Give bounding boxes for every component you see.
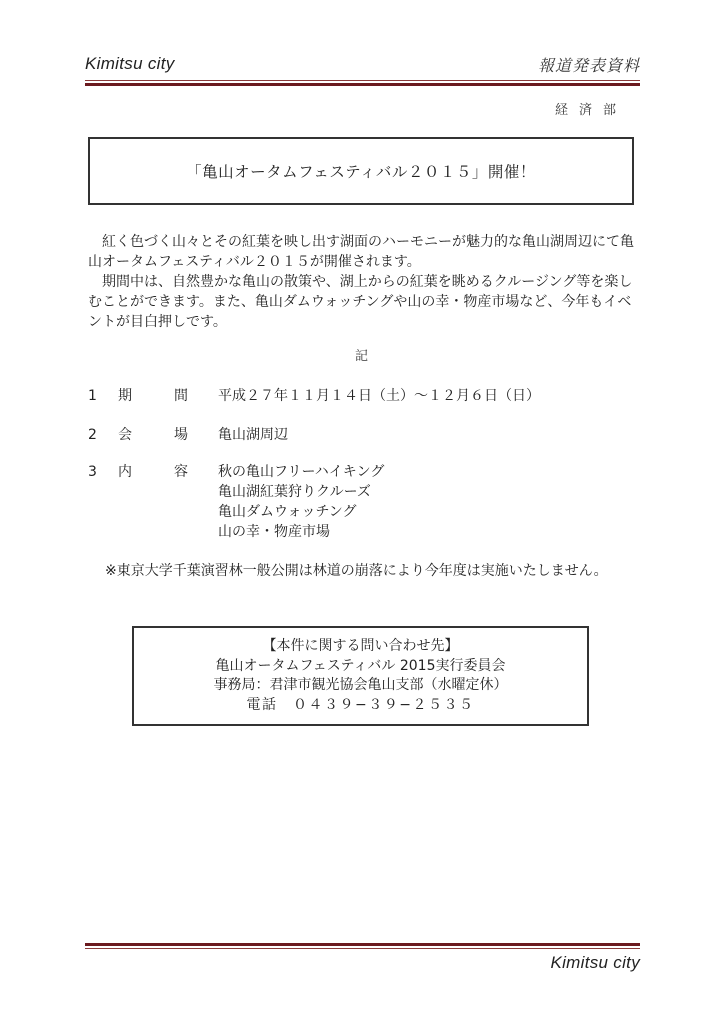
item-label-part2: 容 <box>174 464 188 480</box>
item-label-part1: 内 <box>118 464 132 480</box>
note-text: ※東京大学千葉演習林一般公開は林道の崩落により今年度は実施いたしません。 <box>105 563 608 579</box>
title-box <box>88 137 634 205</box>
contact-organizer: 亀山オータムフェスティバル 2015実行委員会 <box>215 657 506 674</box>
item-label-part2: 場 <box>174 427 188 443</box>
item-value: 秋の亀山フリーハイキング <box>218 464 385 480</box>
item-label-part2: 間 <box>174 388 188 404</box>
item-number: 1 <box>88 388 97 404</box>
item-value: 山の幸・物産市場 <box>218 524 330 540</box>
item-period <box>88 386 628 406</box>
header-rule-thick <box>85 83 640 86</box>
contact-box <box>132 626 589 726</box>
footer-brand: Kimitsu city <box>550 953 640 972</box>
contact-office: 事務局：君津市観光協会亀山支部（水曜定休） <box>213 677 508 693</box>
item-number: 2 <box>88 427 97 443</box>
item-venue <box>88 425 628 445</box>
department-label: 経済部 <box>554 103 627 118</box>
item-value: 平成２７年１１月１４日（土）～１２月６日（日） <box>218 388 540 404</box>
contact-heading: 【本件に関する問い合わせ先】 <box>262 638 459 654</box>
item-contents <box>88 462 628 542</box>
intro-paragraph-1: 紅く色づく山々とその紅葉を映し出す湖面のハーモニーが魅力的な亀山湖周辺にて亀山オータムフェスティバル２０１５が開催されます。 <box>88 234 634 270</box>
item-value: 亀山湖紅葉狩りクルーズ <box>218 484 371 500</box>
item-value: 亀山湖周辺 <box>218 427 288 443</box>
header-doc-type: 報道発表資料 <box>537 56 640 75</box>
item-label-part1: 会 <box>118 427 132 443</box>
contact-phone: 電話 ０４３９−３９−２５３５ <box>246 696 475 713</box>
ki-marker: 記 <box>355 349 369 364</box>
item-number: 3 <box>88 464 97 480</box>
header-brand: Kimitsu city <box>85 54 175 73</box>
intro-paragraph-2: 期間中は、自然豊かな亀山の散策や、湖上からの紅葉を眺めるクルージング等を楽しむことができます。また、亀山ダムウォッチングや山の幸・物産市場など、今年もイベントが目白押しです。 <box>88 274 633 330</box>
footer-rule-thin <box>85 948 640 949</box>
page-title: 「亀山オータムフェスティバル２０１５」開催！ <box>186 163 536 181</box>
footer-rule-thick <box>85 943 640 946</box>
header-rule-thin <box>85 80 640 81</box>
item-label-part1: 期 <box>118 388 132 404</box>
item-value: 亀山ダムウォッチング <box>218 504 357 520</box>
